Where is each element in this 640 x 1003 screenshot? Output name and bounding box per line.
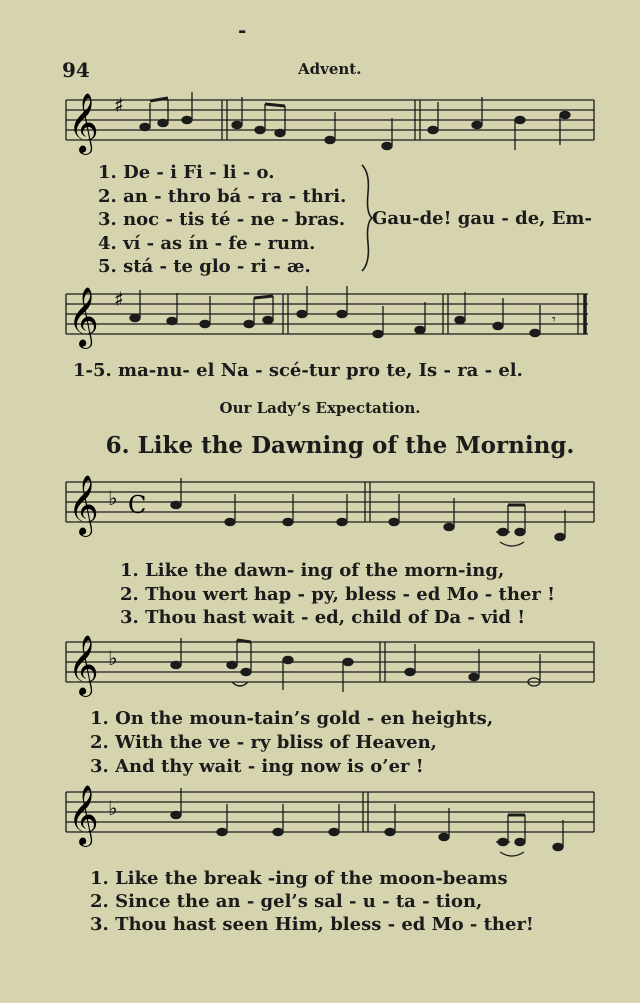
- verse-line-b1-3: 3. Thou hast wait - ed, child of Da - vid !: [120, 607, 526, 628]
- hymn-title: 6. Like the Dawning of the Morning.: [105, 432, 575, 459]
- svg-text:♯: ♯: [114, 287, 124, 311]
- top-mark: -: [238, 18, 247, 42]
- final-verse-line: 1-5. ma-nu- el Na - scé-tur pro te, Is - ra - el.: [73, 360, 523, 381]
- verse-line-a-4: 4. ví - as ín - fe - rum.: [98, 233, 316, 254]
- svg-text:♭: ♭: [108, 486, 118, 510]
- verse-line-a-3: 3. noc - tis té - ne - bras.: [98, 209, 346, 230]
- verse-line-b1-2: 2. Thou wert hap - py, bless - ed Mo - ther !: [120, 584, 556, 605]
- refrain-text: Gau-de! gau - de, Em-: [372, 208, 592, 229]
- key-sharp: ♯: [114, 93, 124, 117]
- svg-text:♭: ♭: [108, 796, 118, 820]
- common-time: C: [128, 491, 147, 519]
- verse-line-a-2: 2. an - thro bá - ra - thri.: [98, 186, 347, 207]
- section-heading: Our Lady’s Expectation.: [219, 399, 421, 417]
- svg-text:𝄞: 𝄞: [68, 785, 99, 845]
- page-number: 94: [62, 58, 90, 82]
- svg-text:𝄞: 𝄞: [68, 635, 99, 695]
- svg-text:𝄞: 𝄞: [68, 287, 99, 347]
- verse-line-b2-2: 2. With the ve - ry bliss of Heaven,: [90, 732, 437, 753]
- verse-line-b2-1: 1. On the moun-tain’s gold - en heights,: [90, 708, 494, 729]
- verse-line-b1-1: 1. Like the dawn- ing of the morn-ing,: [120, 560, 505, 581]
- treble-clef: 𝄞: [68, 93, 99, 153]
- svg-text:𝄞: 𝄞: [68, 475, 99, 535]
- verse-line-a-1: 1. De - i Fi - li - o.: [98, 162, 275, 183]
- verse-line-b3-2: 2. Since the an - gel’s sal - u - ta - tion,: [90, 891, 483, 912]
- verse-line-b3-3: 3. Thou hast seen Him, bless - ed Mo - ther!: [90, 914, 534, 935]
- verse-line-a-5: 5. stá - te glo - ri - æ.: [98, 256, 311, 277]
- verse-line-b3-1: 1. Like the break -ing of the moon-beams: [90, 868, 508, 889]
- staff-1: [0, 0, 640, 160]
- verse-line-b2-3: 3. And thy wait - ing now is o’er !: [90, 756, 424, 777]
- svg-text:♭: ♭: [108, 646, 118, 670]
- fermata-rest: 𝄾: [552, 312, 556, 328]
- running-head: Advent.: [298, 60, 362, 78]
